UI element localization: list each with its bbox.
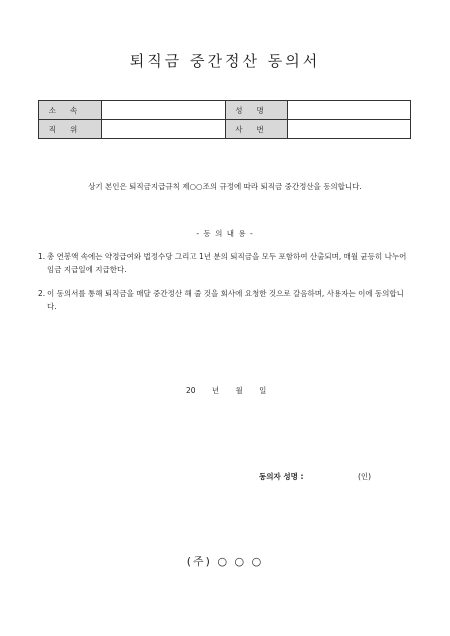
seal-mark: (인) bbox=[358, 472, 372, 481]
employee-id-label: 사번 bbox=[226, 120, 288, 139]
item-number: 2. bbox=[38, 289, 46, 298]
employee-id-value[interactable] bbox=[288, 120, 411, 139]
department-value[interactable] bbox=[102, 101, 226, 120]
document-title: 퇴직금 중간정산 동의서 bbox=[129, 52, 321, 70]
position-label: 직위 bbox=[39, 120, 102, 139]
info-row-department-name bbox=[39, 101, 411, 120]
agreement-heading: - 동 의 내 용 - bbox=[196, 229, 254, 238]
agreement-item-2 bbox=[38, 287, 413, 313]
department-label: 소속 bbox=[39, 101, 102, 120]
name-label: 성명 bbox=[226, 101, 288, 120]
company-name: (주) ○ ○ ○ bbox=[186, 555, 264, 568]
agreement-item-1 bbox=[38, 250, 413, 276]
item-text: 이 동의서를 통해 퇴직금을 매달 중간정산 해 줄 것을 회사에 요청한 것으로 갈음하며, 사용자는 이에 동의합니다. bbox=[47, 289, 404, 311]
info-row-position-id bbox=[39, 120, 411, 139]
position-value[interactable] bbox=[102, 120, 226, 139]
signature-label: 동의자 성명 : bbox=[259, 472, 304, 481]
item-number: 1. bbox=[38, 252, 46, 261]
name-value[interactable] bbox=[288, 101, 411, 120]
consent-statement: 상기 본인은 퇴직금지급규칙 제○○조의 규정에 따라 퇴직금 중간정산을 동의합니다. bbox=[88, 182, 362, 191]
date-line: 20 년 월 일 bbox=[186, 386, 267, 395]
info-table bbox=[38, 100, 411, 139]
item-text: 총 연봉액 속에는 약정급여와 법정수당 그리고 1년 분의 퇴직금을 모두 포함하여 산출되며, 매월 균등히 나누어 임금 지급일에 지급한다. bbox=[47, 252, 407, 274]
